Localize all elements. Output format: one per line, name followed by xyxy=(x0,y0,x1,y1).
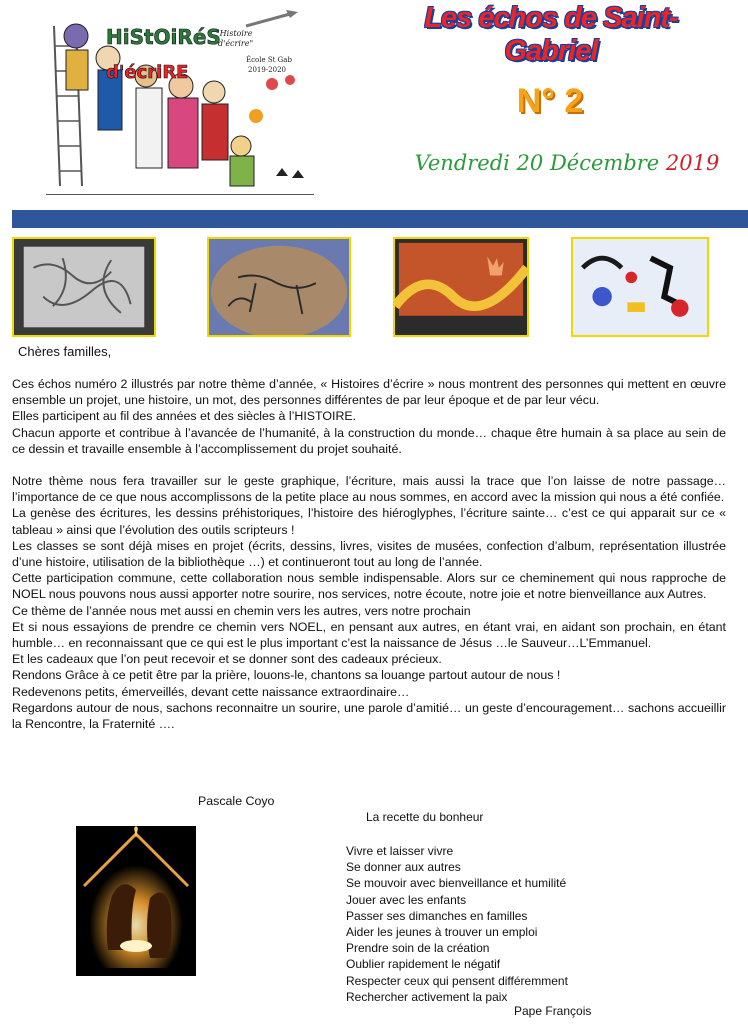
svg-text:d'écriRE: d'écriRE xyxy=(106,62,189,83)
list-item: Rechercher activement la paix xyxy=(346,989,508,1004)
svg-text:École St Gab: École St Gab xyxy=(246,56,292,64)
paragraph: Ce thème de l’année nous met aussi en chemin vers les autres, vers notre prochain xyxy=(12,603,471,618)
issue-number: N° 2 xyxy=(516,82,584,120)
date-text: Vendredi 20 Décembre xyxy=(414,151,666,175)
list-item: Vivre et laisser vivre xyxy=(346,844,454,858)
paragraph: Chacun apporte et contribue à l’avancée de l’humanité, à la construction du monde… chaque être humain à sa place au sein de ce dessin et travaille ensemble à l’accomplissement du projet souhaité. xyxy=(12,425,726,456)
paragraph: Les classes se sont déjà mises en projet (écrits, dessins, livres, visites de musées, confection d’album, représentation illustrée d’une histoire, utilisation de la bibliothèque …) et continueront tout au long de l’année. xyxy=(12,538,726,570)
header-divider-band xyxy=(12,210,748,228)
list-item: Aider les jeunes à trouver un emploi xyxy=(346,925,538,940)
issue-date xyxy=(402,151,732,175)
svg-text:2019-2020: 2019-2020 xyxy=(248,66,286,74)
list-item: Passer ses dimanches en familles xyxy=(346,908,528,923)
svg-text:HiStOiRéS: HiStOiRéS xyxy=(106,25,221,49)
paragraph: Redevenons petits, émerveillés, devant cette naissance extraordinaire… xyxy=(12,684,410,699)
recipe-title: La recette du bonheur xyxy=(366,810,484,824)
list-item: Oublier rapidement le négatif xyxy=(346,957,501,972)
photo-prehistoric-drawing xyxy=(207,237,351,337)
svg-text:"Histoire: "Histoire xyxy=(216,29,253,38)
photo-hands-drawing xyxy=(12,237,156,337)
paragraph: Rendons Grâce à ce petit être par la prière, louons-le, chantons sa louange partout autour de nous ! xyxy=(12,668,561,683)
paragraph: La genèse des écritures, les dessins préhistoriques, l’histoire des hiéroglyphes, l’écriture sainte… c’est ce qui apparait sur ce « tableau » ainsi que l’évolution des outils scripteurs ! xyxy=(12,506,726,537)
logo-drawing xyxy=(46,6,314,194)
paragraph-spacer xyxy=(12,457,726,473)
letter-greeting: Chères familles, xyxy=(18,344,112,359)
logo-illustration xyxy=(46,6,314,195)
list-item: Respecter ceux qui pensent différemment xyxy=(346,973,568,988)
paragraph: Ces échos numéro 2 illustrés par notre thème d’année, « Histoires d’écrire » nous montrent des personnes qui mettent en œuvre ensemble un projet, une histoire, un mot, des personnes différentes de par leur époque et de par leur vécu. xyxy=(12,377,726,408)
recipe-author: Pape François xyxy=(514,1004,592,1018)
svg-text:d'écrire": d'écrire" xyxy=(218,39,254,48)
paragraph: Elles participent au fil des années et des siècles à l’HISTOIRE. xyxy=(12,409,357,424)
list-item: Jouer avec les enfants xyxy=(346,892,467,907)
newsletter-title: Les échos de Saint-Gabriel xyxy=(424,2,678,67)
letter-body xyxy=(12,376,726,732)
paragraph: Et les cadeaux que l’on peut recevoir et se donner sont des cadeaux précieux. xyxy=(12,652,442,667)
letter-signature: Pascale Coyo xyxy=(198,794,275,808)
paragraph: Et si nous essayions de prendre ce chemin vers NOEL, en pensant aux autres, en étant vrai, en aidant son prochain, en étant humble… en reconnaissant que ce qui est le plus important c’est la naissance de Jésus …le Sauveur…L’Emmanuel. xyxy=(12,619,726,651)
photo-orange-hand-art xyxy=(393,237,529,337)
date-year: 2019 xyxy=(665,151,720,175)
list-item: Se donner aux autres xyxy=(346,860,461,875)
recipe-list xyxy=(346,843,568,1005)
photo-abstract-painting xyxy=(571,237,709,337)
paragraph: Regardons autour de nous, sachons reconnaitre un sourire, une parole d’amitié… un geste d’encouragement… sachons accueillir la Rencontre, la Fraternité …. xyxy=(12,700,726,732)
list-item: Prendre soin de la création xyxy=(346,941,490,956)
list-item: Se mouvoir avec bienveillance et humilité xyxy=(346,876,567,891)
paragraph: Cette participation commune, cette collaboration nous semble indispensable. Alors sur ce cheminement qui nous rapproche de NOEL nous pouvons nous aussi apporter notre sourire, nos services, notre écoute, notre joie et notre bienveillance aux Autres. xyxy=(12,571,726,602)
nativity-image xyxy=(76,826,196,976)
paragraph: Notre thème nous fera travailler sur le geste graphique, l’écriture, mais aussi la trace que l’on laisse de notre passage… l’importance de ce que nous accomplissons de la petite place au nous sommes, en accord avec la mission qui nous a été confiée. xyxy=(12,474,726,505)
